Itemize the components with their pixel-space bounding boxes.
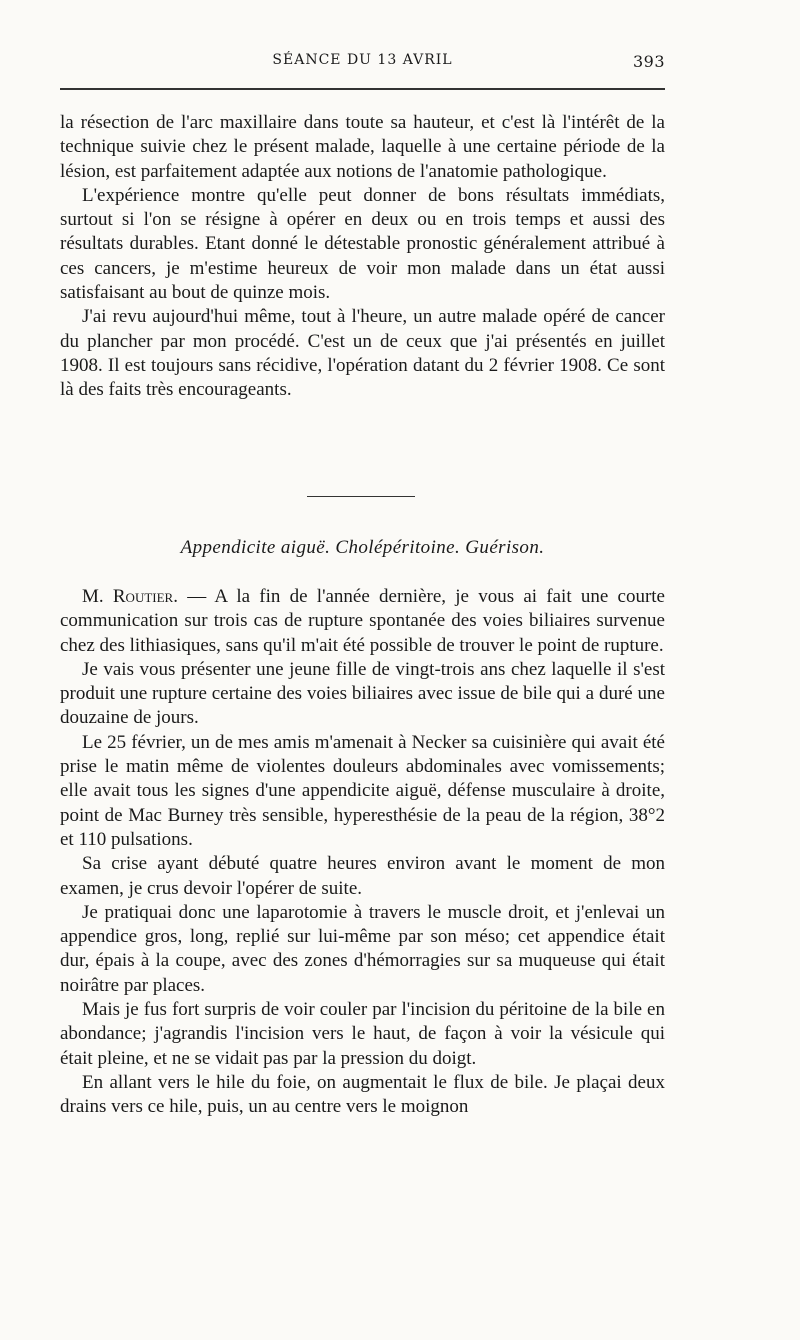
- paragraph-text: — A la fin de l'année dernière, je vous ai fait une courte communication sur trois cas de rupture spontanée des voies biliaires survenue chez des lithiasiques, sans qu'il m'ait été possible de trouver le point de rupture.: [60, 586, 665, 656]
- running-title: SÉANCE DU 13 AVRIL: [272, 52, 453, 68]
- section-text-block: [60, 585, 665, 1120]
- paragraph: En allant vers le hile du foie, on augmentait le flux de bile. Je plaçai deux drains vers ce hile, puis, un au centre vers le moignon: [60, 1071, 665, 1118]
- speaker-name: M. Routier.: [82, 586, 178, 607]
- section-divider: [307, 496, 415, 497]
- running-header: [60, 52, 665, 76]
- paragraph: Le 25 février, un de mes amis m'amenait à Necker sa cuisinière qui avait été prise le matin même de violentes douleurs abdominales avec vomissements; elle avait tous les signes d'une appendicite aiguë, défense musculaire à droite, point de Mac Burney très sensible, hyperesthésie de la peau de la région, 38°2 et 110 pulsations.: [60, 731, 665, 850]
- section-heading: Appendicite aiguë. Cholépéritoine. Guérison.: [180, 537, 545, 558]
- paragraph: la résection de l'arc maxillaire dans toute sa hauteur, et c'est là l'intérêt de la technique suivie chez le présent malade, laquelle à une certaine période de la lésion, est parfaitement adaptée aux notions de l'anatomie pathologique.: [60, 112, 665, 182]
- paragraph: Mais je fus fort surpris de voir couler par l'incision du péritoine de la bile en abondance; j'agrandis l'incision vers le haut, de façon à voir la vésicule qui était pleine, et ne se vidait pas par la pression du doigt.: [60, 999, 665, 1069]
- paragraph: [60, 585, 665, 658]
- paragraph: J'ai revu aujourd'hui même, tout à l'heure, un autre malade opéré de cancer du plancher par mon procédé. C'est un de ceux que j'ai présentés en juillet 1908. Il est toujours sans récidive, l'opération datant du 2 février 1908. Ce sont là des faits très encourageants.: [60, 306, 665, 401]
- top-text-block: [60, 111, 665, 403]
- header-rule: [60, 88, 665, 90]
- paragraph: Je pratiquai donc une laparotomie à travers le muscle droit, et j'enlevai un appendice gros, long, replié sur lui-même par son méso; cet appendice était dur, épais à la coupe, avec des zones d'hémorragies sur sa muqueuse qui était noirâtre par places.: [60, 901, 665, 996]
- page-number: 393: [632, 52, 665, 71]
- paragraph: Sa crise ayant débuté quatre heures environ avant le moment de mon examen, je crus devoir l'opérer de suite.: [60, 853, 665, 899]
- paragraph: L'expérience montre qu'elle peut donner de bons résultats immédiats, surtout si l'on se résigne à opérer en deux ou en trois temps et aussi des résultats durables. Etant donné le détestable pronostic généralement attribué à ces cancers, je m'estime heureux de voir mon malade dans un état aussi satisfaisant au bout de quinze mois.: [60, 184, 665, 304]
- paragraph: Je vais vous présenter une jeune fille de vingt-trois ans chez laquelle il s'est produit une rupture certaine des voies biliaires avec issue de bile qui a duré une douzaine de jours.: [60, 658, 665, 729]
